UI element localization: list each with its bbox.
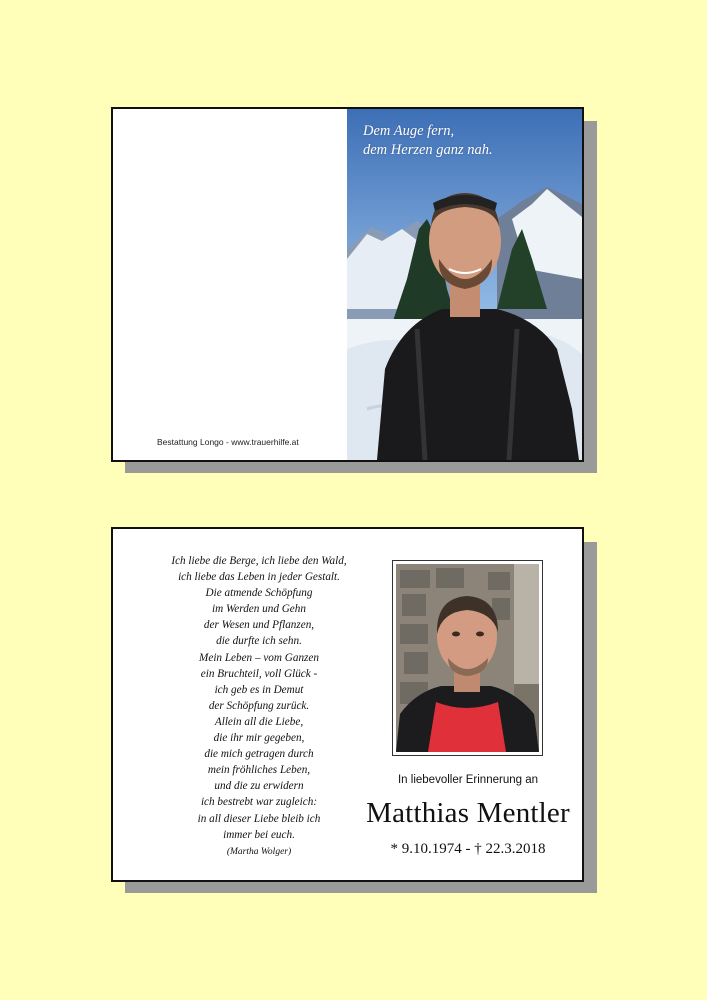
- poem-line: Allein all die Liebe,: [214, 715, 304, 728]
- poem-line: der Wesen und Pflanzen,: [203, 619, 315, 632]
- front-card: [111, 107, 584, 462]
- poem-line: immer bei euch.: [223, 828, 295, 841]
- poem-line: Mein Leben – vom Ganzen: [199, 651, 319, 664]
- poem-line: ein Bruchteil, voll Glück -: [200, 667, 318, 680]
- deceased-name: Matthias Mentler: [366, 797, 570, 829]
- poem-line: in all dieser Liebe bleib ich: [197, 812, 321, 825]
- poem-line: und die zu erwidern: [214, 780, 304, 793]
- poem-author: (Martha Wolger): [226, 847, 292, 857]
- poem-line: ich geb es in Demut: [214, 683, 304, 696]
- motto-line: Dem Auge fern,: [363, 123, 455, 139]
- portrait-frame: [392, 560, 543, 756]
- inside-card: [111, 527, 584, 882]
- poem-line: mein fröhliches Leben,: [207, 764, 311, 777]
- poem-line: die mich getragen durch: [204, 748, 314, 761]
- undertaker-text: Bestattung Longo - www.trauerhilfe.at: [157, 437, 299, 447]
- motto-text: [363, 122, 493, 160]
- poem-line: der Schöpfung zurück.: [208, 699, 310, 712]
- poem-line: ich liebe das Leben in jeder Gestalt.: [178, 571, 340, 584]
- poem-line: die ihr mir gegeben,: [213, 732, 305, 745]
- memory-text: In liebevoller Erinnerung an: [397, 774, 538, 786]
- poem-line: die durfte ich sehn.: [216, 635, 302, 648]
- poem-line: im Werden und Gehn: [212, 603, 306, 616]
- life-dates: * 9.10.1974 - † 22.3.2018: [390, 841, 546, 857]
- portrait-photo-icon: [396, 564, 539, 752]
- motto-line: dem Herzen ganz nah.: [363, 142, 493, 158]
- poem-line: Ich liebe die Berge, ich liebe den Wald,: [171, 555, 347, 567]
- mountain-photo-icon: [347, 109, 582, 460]
- mountain-photo: [347, 109, 582, 460]
- poem-line: ich bestrebt war zugleich:: [200, 796, 318, 809]
- poem-line: Die atmende Schöpfung: [205, 587, 313, 600]
